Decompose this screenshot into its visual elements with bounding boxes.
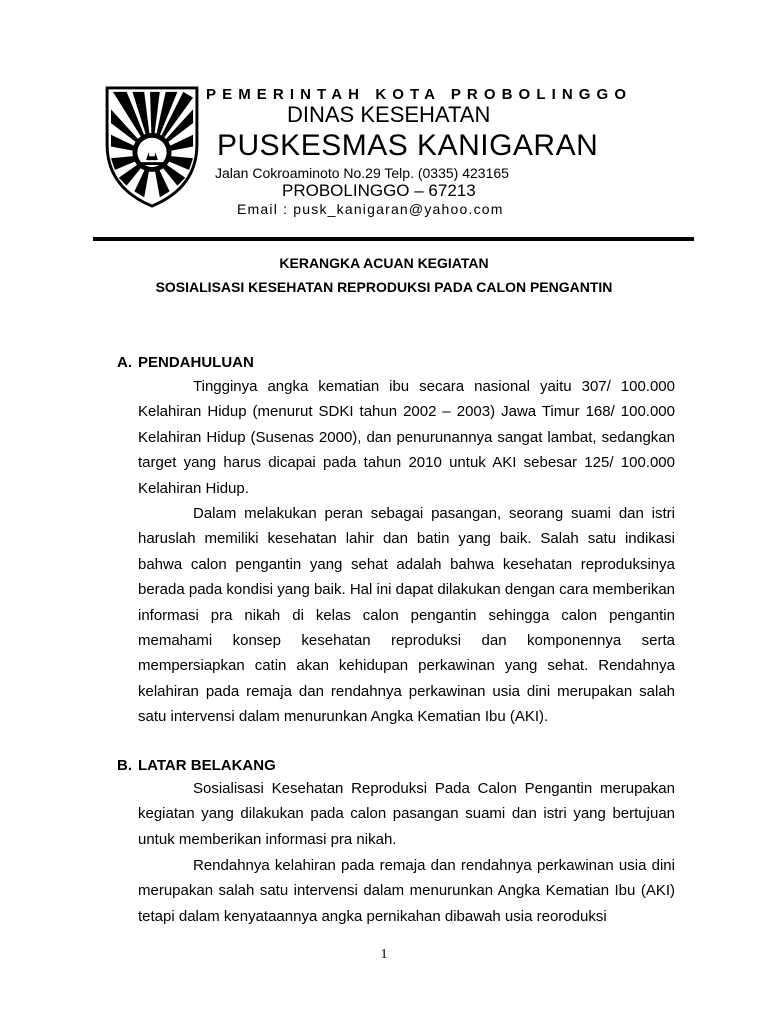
paragraph: Dalam melakukan peran sebagai pasangan, seorang suami dan istri haruslah memiliki kesehatan lahir dan batin yang baik. Salah satu indikasi bahwa calon pengantin yang sehat adalah bahwa kesehatan reproduksinya berada pada kondisi yang baik. Hal ini dapat dilakukan dengan cara memberikan informasi pra nikah di kelas calon pengantin sehingga calon pengantin memahami konsep kesehatan reproduksi dan komponennya serta mempersiapkan catin akan kehidupan perkawinan yang sehat. Rendahnya kelahiran pada remaja dan rendahnya perkawinan usia dini merupakan salah satu intervensi dalam menurunkan Angka Kematian Ibu (AKI). bbox=[138, 505, 676, 726]
section-heading-text: PENDAHULUAN bbox=[138, 354, 254, 371]
section-letter: B. bbox=[117, 757, 132, 774]
page-number: 1 bbox=[380, 947, 388, 962]
section-heading bbox=[117, 757, 276, 774]
institution-email: Email : pusk_kanigaran@yahoo.com bbox=[237, 201, 504, 217]
section-heading-text: LATAR BELAKANG bbox=[138, 757, 276, 774]
paragraph: Rendahnya kelahiran pada remaja dan rendahnya perkawinan usia dini merupakan salah satu intervensi dalam menurunkan Angka Kematian Ibu (AKI) tetapi dalam kenyataannya angka pernikahan dibawah usia reoroduksi bbox=[138, 857, 675, 925]
institution-city: PROBOLINGGO – 67213 bbox=[282, 181, 476, 200]
government-name: PEMERINTAH KOTA PROBOLINGGO bbox=[206, 86, 633, 103]
agency-name: DINAS KESEHATAN bbox=[287, 102, 491, 127]
section-heading bbox=[117, 354, 254, 371]
section-letter: A. bbox=[117, 354, 132, 371]
paragraph: Sosialisasi Kesehatan Reproduksi Pada Calon Pengantin merupakan kegiatan yang dilakukan pada calon pasangan suami dan istri yang bertujuan untuk memberikan informasi pra nikah. bbox=[138, 780, 675, 848]
paragraph: Tingginya angka kematian ibu secara nasional yaitu 307/ 100.000 Kelahiran Hidup (menurut SDKI tahun 2002 – 2003) Jawa Timur 168/ 100.000 Kelahiran Hidup (Susenas 2000), dan penurunannya sangat lambat, sedangkan target yang harus dicapai pada tahun 2010 untuk AKI sebesar 125/ 100.000 Kelahiran Hidup. bbox=[138, 378, 675, 497]
institution-address: Jalan Cokroaminoto No.29 Telp. (0335) 423165 bbox=[215, 165, 509, 181]
institution-name: PUSKESMAS KANIGARAN bbox=[217, 129, 599, 162]
document-subtitle: SOSIALISASI KESEHATAN REPRODUKSI PADA CALON PENGANTIN bbox=[155, 279, 613, 295]
municipal-emblem-icon bbox=[103, 84, 201, 209]
letterhead-divider bbox=[93, 237, 694, 241]
document-title: KERANGKA ACUAN KEGIATAN bbox=[279, 255, 489, 271]
